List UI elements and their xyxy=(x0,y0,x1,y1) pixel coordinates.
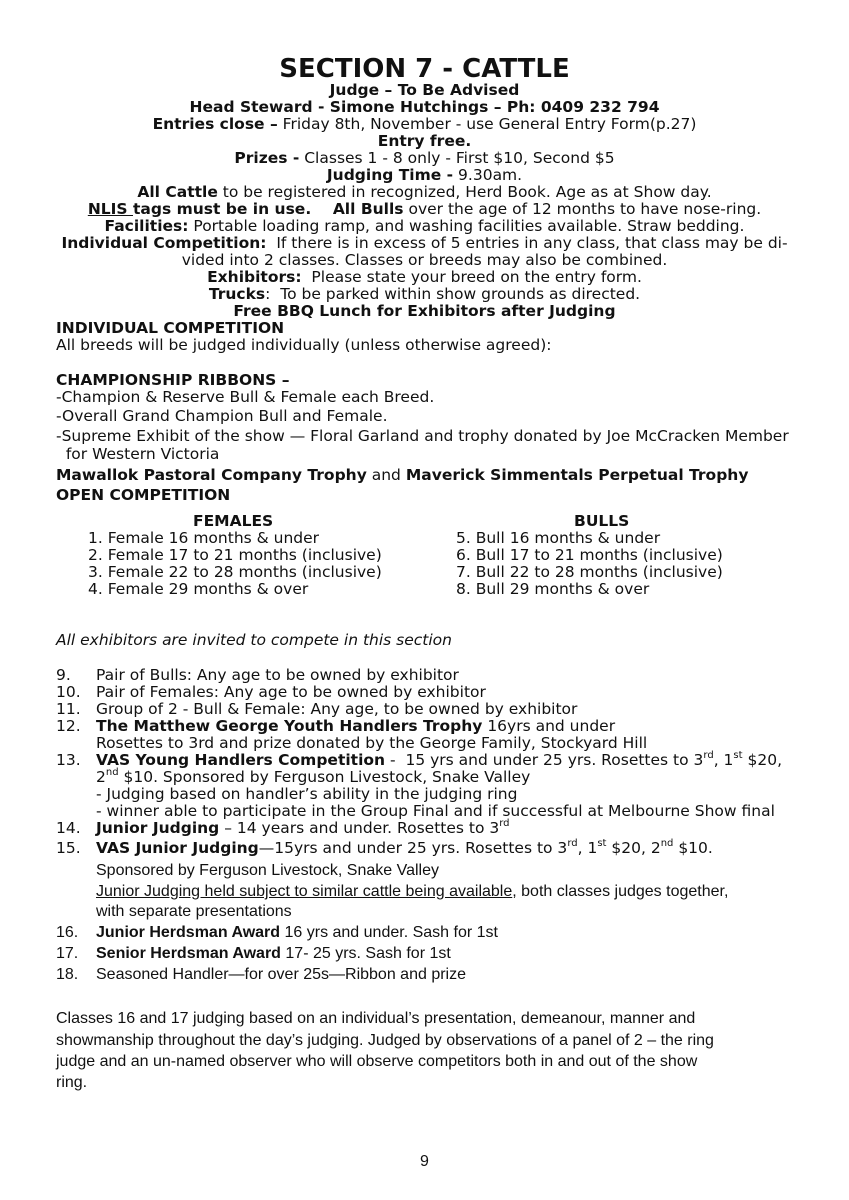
nlis-dot: . xyxy=(305,200,333,218)
class-text: , both classes judges together, xyxy=(512,883,729,900)
superscript: st xyxy=(733,749,743,761)
females-column xyxy=(88,513,408,598)
trophy-and: and xyxy=(366,466,406,484)
class-number: 11. xyxy=(56,700,81,718)
facilities-label: Facilities: xyxy=(104,217,189,235)
championship-heading: CHAMPIONSHIP RIBBONS – xyxy=(56,371,290,389)
trophy-b: Maverick Simmentals Perpetual Trophy xyxy=(405,466,749,484)
class-text: —15yrs and under 25 yrs. Rosettes to 3 xyxy=(258,839,568,857)
trucks-line xyxy=(0,286,849,303)
superscript: rd xyxy=(567,837,578,849)
invite-line: All exhibitors are invited to compete in this section xyxy=(56,631,452,649)
class-text: 17- 25 yrs. Sash for 1st xyxy=(280,945,451,962)
female-class: 3. Female 22 to 28 months (inclusive) xyxy=(88,563,382,581)
class-number: 14. xyxy=(56,819,81,837)
entries-line xyxy=(0,116,849,133)
class-9 xyxy=(56,667,459,684)
individual-label: Individual Competition: xyxy=(61,234,267,252)
superscript: st xyxy=(597,837,607,849)
trucks-text: : To be parked within show grounds as directed. xyxy=(265,285,641,303)
bull-class: 6. Bull 17 to 21 months (inclusive) xyxy=(456,546,723,564)
class-text: $20, 2 xyxy=(606,839,661,857)
entries-label: Entries close – xyxy=(152,115,278,133)
class-13-detail: - Judging based on handler’s ability in the judging ring xyxy=(96,785,518,803)
female-class: 2. Female 17 to 21 months (inclusive) xyxy=(88,546,382,564)
individual-text: If there is in excess of 5 entries in any class, that class may be di- xyxy=(266,234,788,252)
female-class: 4. Female 29 months & over xyxy=(88,580,309,598)
class-text: 16 yrs and under. Sash for 1st xyxy=(280,924,498,941)
page-number: 9 xyxy=(420,1153,429,1170)
class-12-detail: Rosettes to 3rd and prize donated by the George Family, Stockyard Hill xyxy=(96,734,648,752)
class-text: Pair of Females: Any age to be owned by exhibitor xyxy=(96,683,486,701)
individual-text: All breeds will be judged individually (unless otherwise agreed): xyxy=(56,336,552,354)
cattle-line xyxy=(0,184,849,201)
class-title: Junior Herdsman Award xyxy=(96,924,281,941)
class-text: Group of 2 - Bull & Female: Any age, to be owned by exhibitor xyxy=(96,700,578,718)
class-15-detail xyxy=(96,882,728,902)
underlined-note: Junior Judging held subject to similar cattle being available xyxy=(96,883,513,900)
championship-item: -Supreme Exhibit of the show — Floral Garland and trophy donated by Joe McCracken Member xyxy=(56,427,789,445)
class-number: 12. xyxy=(56,717,81,735)
class-text: 16yrs and under xyxy=(482,717,616,735)
class-text: $20, xyxy=(742,751,783,769)
females-heading: FEMALES xyxy=(193,512,274,530)
class-title: The Matthew George Youth Handlers Trophy xyxy=(96,717,483,735)
bull-class: 8. Bull 29 months & over xyxy=(456,580,650,598)
class-text: – 14 years and under. Rosettes to 3 xyxy=(219,819,500,837)
bulls-label: All Bulls xyxy=(332,200,404,218)
superscript: rd xyxy=(499,817,510,829)
class-14 xyxy=(56,817,510,837)
exhibitors-line xyxy=(0,269,849,286)
class-12 xyxy=(56,718,615,735)
nlis-rest: tags must be in use xyxy=(133,200,306,218)
class-number: 9. xyxy=(56,666,71,684)
class-18 xyxy=(56,965,466,985)
footer-paragraph-line: showmanship throughout the day’s judging. Judged by observations of a panel of 2 – the ring xyxy=(56,1032,714,1049)
class-text: 2 xyxy=(96,768,106,786)
class-13 xyxy=(56,749,783,769)
championship-item: -Champion & Reserve Bull & Female each Breed. xyxy=(56,388,435,406)
class-number: 17. xyxy=(56,945,79,962)
class-text: $10. xyxy=(673,839,713,857)
class-number: 15. xyxy=(56,839,81,857)
section-title: SECTION 7 - CATTLE xyxy=(279,54,570,84)
prizes-line xyxy=(0,150,849,167)
nlis-label: NLIS xyxy=(87,200,133,218)
prizes-text: Classes 1 - 8 only - First $10, Second $5 xyxy=(299,149,615,167)
superscript: rd xyxy=(703,749,714,761)
prizes-label: Prizes - xyxy=(234,149,300,167)
cattle-text: to be registered in recognized, Herd Book. Age as at Show day. xyxy=(217,183,712,201)
trucks-label: Trucks xyxy=(208,285,266,303)
class-text: $10. Sponsored by Ferguson Livestock, Snake Valley xyxy=(118,768,531,786)
championship-item: for Western Victoria xyxy=(56,445,220,463)
judge-line: Judge – To Be Advised xyxy=(329,81,520,99)
championship-item: -Overall Grand Champion Bull and Female. xyxy=(56,407,388,425)
class-text: Seasoned Handler—for over 25s—Ribbon and prize xyxy=(96,966,466,983)
nlis-line xyxy=(0,201,849,218)
class-title: Junior Judging xyxy=(96,819,220,837)
entry-free-line: Entry free. xyxy=(377,132,472,150)
class-15-detail: Sponsored by Ferguson Livestock, Snake Valley xyxy=(96,862,440,879)
class-title: VAS Junior Judging xyxy=(96,839,259,857)
individual-competition-line xyxy=(0,235,849,252)
cattle-label: All Cattle xyxy=(137,183,218,201)
class-text: - 15 yrs and under 25 yrs. Rosettes to 3 xyxy=(385,751,704,769)
class-13-detail xyxy=(96,766,531,786)
class-13-detail: - winner able to participate in the Group Final and if successful at Melbourne Show final xyxy=(96,802,775,820)
individual-competition-line-2: vided into 2 classes. Classes or breeds may also be combined. xyxy=(181,251,668,269)
exhibitors-text: Please state your breed on the entry form. xyxy=(301,268,642,286)
class-text: , 1 xyxy=(577,839,598,857)
superscript: nd xyxy=(105,766,119,778)
bulls-heading: BULLS xyxy=(574,512,630,530)
head-steward-line: Head Steward - Simone Hutchings – Ph: 0409 232 794 xyxy=(189,98,660,116)
superscript: nd xyxy=(660,837,674,849)
class-number: 16. xyxy=(56,924,79,941)
entries-text: Friday 8th, November - use General Entry Form(p.27) xyxy=(277,115,697,133)
class-17 xyxy=(56,944,451,964)
class-15 xyxy=(56,837,713,857)
bulls-column xyxy=(456,513,756,598)
individual-heading: INDIVIDUAL COMPETITION xyxy=(56,319,285,337)
class-16 xyxy=(56,923,498,943)
bbq-line: Free BBQ Lunch for Exhibitors after Judging xyxy=(233,302,616,320)
judging-time-line xyxy=(0,167,849,184)
class-title: Senior Herdsman Award xyxy=(96,945,281,962)
trophy-line xyxy=(56,467,748,484)
class-title: VAS Young Handlers Competition xyxy=(96,751,386,769)
facilities-text: Portable loading ramp, and washing facilities available. Straw bedding. xyxy=(188,217,745,235)
female-class: 1. Female 16 months & under xyxy=(88,529,320,547)
footer-paragraph-line: Classes 16 and 17 judging based on an individual’s presentation, demeanour, manner and xyxy=(56,1010,696,1027)
facilities-line xyxy=(0,218,849,235)
bull-class: 5. Bull 16 months & under xyxy=(456,529,661,547)
bull-class: 7. Bull 22 to 28 months (inclusive) xyxy=(456,563,723,581)
class-text: Pair of Bulls: Any age to be owned by exhibitor xyxy=(96,666,459,684)
judging-text: 9.30am. xyxy=(453,166,523,184)
class-number: 18. xyxy=(56,966,79,983)
trophy-a: Mawallok Pastoral Company Trophy xyxy=(56,466,367,484)
class-10 xyxy=(56,684,486,701)
class-number: 13. xyxy=(56,751,81,769)
open-competition-heading: OPEN COMPETITION xyxy=(56,486,231,504)
exhibitors-label: Exhibitors: xyxy=(207,268,302,286)
class-text: , 1 xyxy=(713,751,734,769)
class-number: 10. xyxy=(56,683,81,701)
class-11 xyxy=(56,701,577,718)
class-15-detail: with separate presentations xyxy=(96,903,292,920)
footer-paragraph-line: judge and an un-named observer who will observe competitors both in and out of the show xyxy=(56,1053,698,1070)
judging-label: Judging Time - xyxy=(326,166,454,184)
bulls-text: over the age of 12 months to have nose-ring. xyxy=(403,200,762,218)
footer-paragraph-line: ring. xyxy=(56,1074,88,1091)
